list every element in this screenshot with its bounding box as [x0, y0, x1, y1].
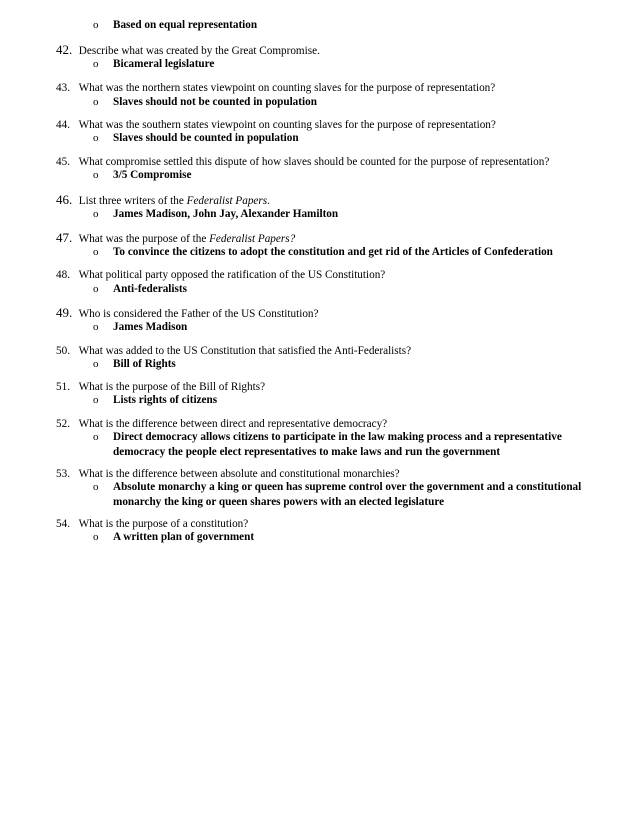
answer-text: Lists rights of citizens: [113, 394, 218, 406]
answer-42: [93, 57, 603, 72]
question-text-part: List three writers of the: [78, 195, 187, 207]
question-52: [56, 417, 616, 431]
answer-text: Slaves should be counted in population: [113, 132, 299, 144]
question-number: 50.: [56, 345, 70, 357]
answer-50: [93, 357, 603, 372]
question-number: 43.: [56, 82, 70, 94]
question-text: What compromise settled this dispute of how slaves should be counted for the purpose of representation?: [78, 156, 550, 168]
question-text: What was the northern states viewpoint on counting slaves for the purpose of representation?: [78, 82, 496, 94]
question-number: 44.: [56, 119, 70, 131]
question-47: [56, 231, 616, 246]
answer-text: James Madison, John Jay, Alexander Hamilton: [113, 208, 339, 220]
answer-47: [93, 245, 603, 260]
question-text: What was added to the US Constitution that satisfied the Anti-Federalists?: [78, 345, 412, 357]
question-53: [56, 467, 616, 481]
question-number: 53.: [56, 468, 70, 480]
answer-46: [93, 207, 603, 222]
answer-text: Bill of Rights: [113, 358, 176, 370]
question-text: What is the purpose of a constitution?: [78, 518, 249, 530]
answer-text: Based on equal representation: [113, 19, 258, 31]
question-text: What is the difference between absolute and constitutional monarchies?: [78, 468, 400, 480]
answer-49: [93, 320, 603, 335]
bullet: o: [93, 208, 99, 220]
answer-text: Bicameral legislature: [113, 58, 215, 70]
question-number: 46.: [56, 192, 73, 207]
bullet: o: [93, 132, 99, 144]
answer-41: [93, 18, 603, 33]
question-51: [56, 380, 616, 394]
bullet: o: [93, 394, 99, 406]
answer-text: Anti-federalists: [113, 283, 187, 295]
question-54: [56, 517, 616, 531]
question-text: What is the purpose of the Bill of Rights?: [78, 381, 266, 393]
answer-45: [93, 168, 603, 183]
question-text-part: What was the purpose of the: [78, 233, 210, 245]
answer-51: [93, 393, 603, 408]
answer-text: Absolute monarchy a king or queen has supreme control over the government and a constitutional monarchy the king or queen shares powers with an elected legislature: [113, 481, 582, 508]
question-text: Describe what was created by the Great Compromise.: [78, 45, 320, 57]
bullet: o: [93, 58, 99, 70]
question-number: 49.: [56, 305, 73, 320]
question-text: Who is considered the Father of the US Constitution?: [78, 308, 319, 320]
question-text: [79, 195, 270, 207]
bullet: o: [93, 358, 99, 370]
answer-54: [93, 530, 603, 545]
question-45: [56, 155, 616, 169]
bullet: o: [93, 19, 99, 31]
question-44: [56, 118, 616, 132]
answer-text: 3/5 Compromise: [113, 169, 192, 181]
question-49: [56, 306, 616, 321]
question-number: 42.: [56, 42, 73, 57]
question-number: 54.: [56, 518, 70, 530]
question-text: What was the southern states viewpoint on counting slaves for the purpose of representation?: [78, 119, 496, 131]
answer-text: A written plan of government: [113, 531, 255, 543]
bullet: o: [93, 246, 99, 258]
bullet: o: [93, 321, 99, 333]
answer-text: To convince the citizens to adopt the constitution and get rid of the Articles of Confederation: [113, 246, 553, 258]
bullet: o: [93, 283, 99, 295]
bullet: o: [93, 431, 99, 443]
question-text: What political party opposed the ratification of the US Constitution?: [78, 269, 386, 281]
answer-52: [93, 430, 603, 460]
question-text: What is the difference between direct and representative democracy?: [78, 418, 388, 430]
answer-43: [93, 95, 603, 110]
question-text: [79, 233, 296, 245]
question-number: 48.: [56, 269, 70, 281]
answer-text: Direct democracy allows citizens to participate in the law making process and a representative democracy the people elect representatives to make laws and run the government: [113, 431, 562, 458]
answer-text: James Madison: [113, 321, 188, 333]
question-number: 47.: [56, 230, 73, 245]
bullet: o: [93, 481, 99, 493]
bullet: o: [93, 169, 99, 181]
answer-53: [93, 480, 603, 510]
question-43: [56, 81, 616, 95]
answer-48: [93, 282, 603, 297]
question-number: 51.: [56, 381, 70, 393]
question-text-italic: Federalist Papers?: [209, 233, 296, 245]
question-46: [56, 193, 616, 208]
question-text-part: .: [267, 195, 270, 207]
answer-44: [93, 131, 603, 146]
bullet: o: [93, 531, 99, 543]
answer-text: Slaves should not be counted in population: [113, 96, 317, 108]
question-42: [56, 43, 616, 58]
question-number: 45.: [56, 156, 70, 168]
question-50: [56, 344, 616, 358]
question-48: [56, 268, 616, 282]
question-text-italic: Federalist Papers: [186, 195, 268, 207]
question-number: 52.: [56, 418, 70, 430]
bullet: o: [93, 96, 99, 108]
